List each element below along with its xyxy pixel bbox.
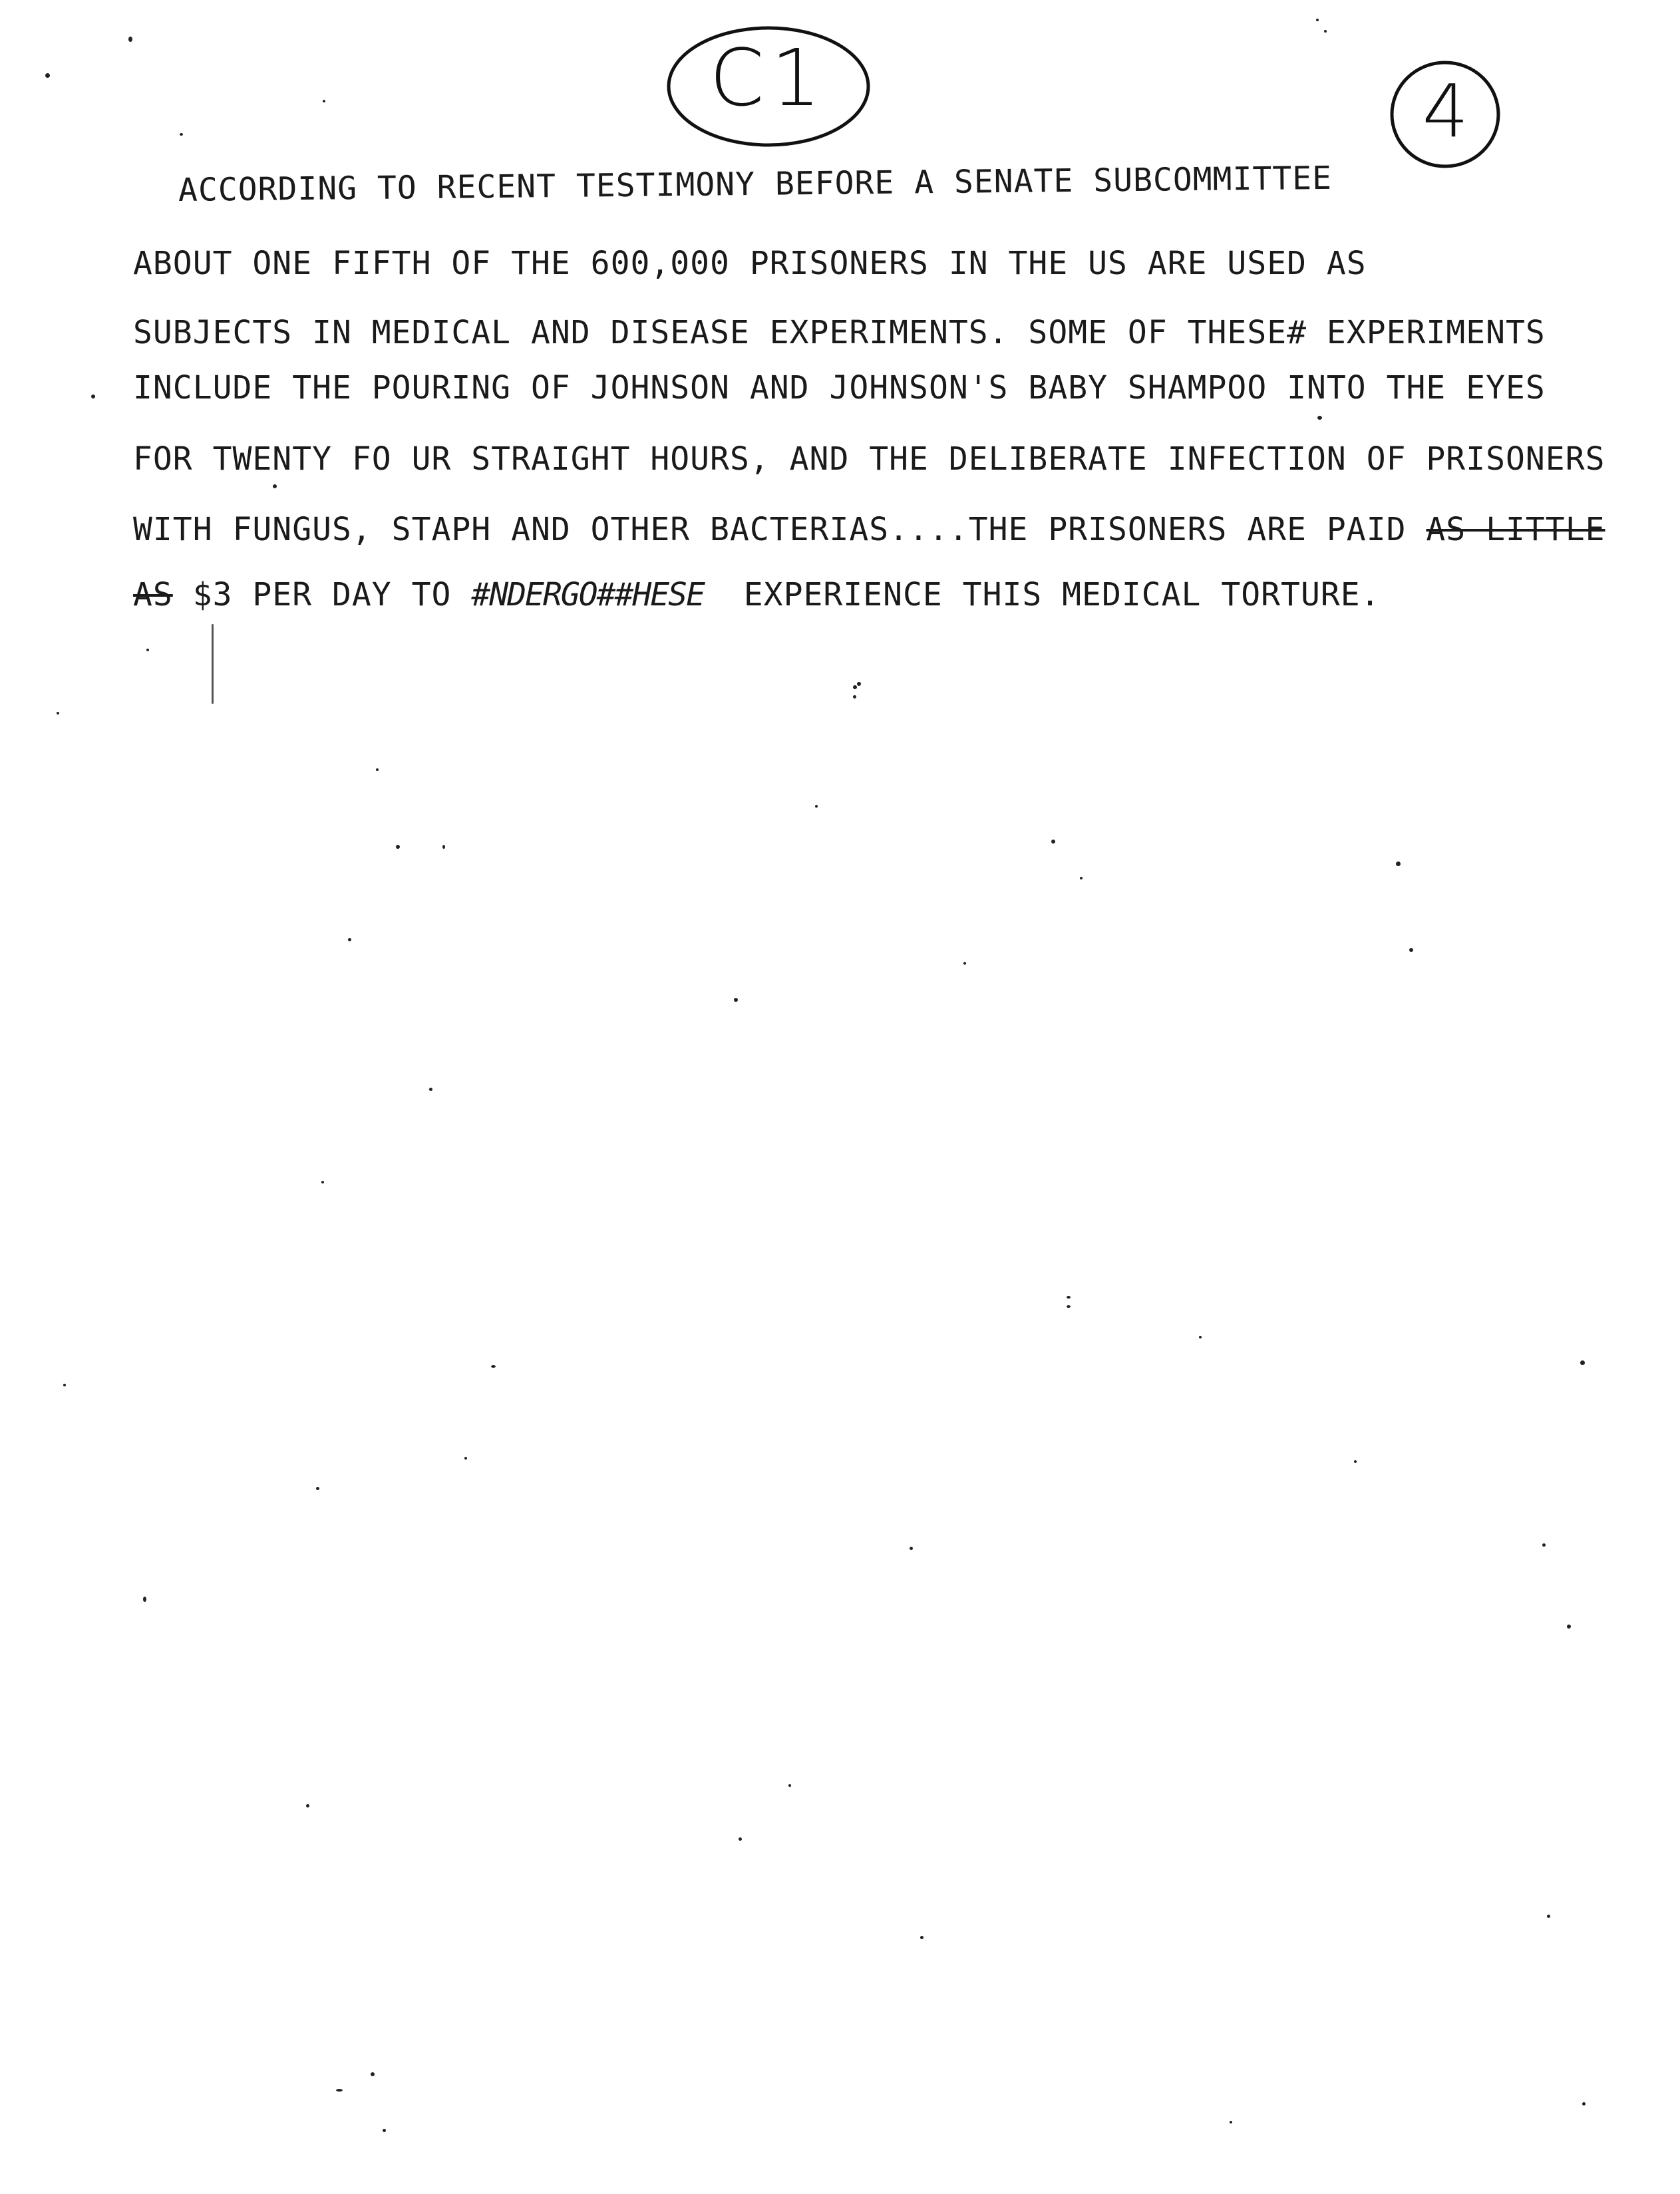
scan-speck xyxy=(853,685,857,689)
scan-speck xyxy=(1409,948,1413,952)
scan-speck xyxy=(371,2072,375,2076)
scan-speck xyxy=(442,845,445,849)
scan-speck xyxy=(1067,1296,1071,1299)
scan-speck xyxy=(853,695,856,699)
struck-text: AS LITTLE xyxy=(1426,511,1605,548)
scan-speck xyxy=(1067,1305,1071,1308)
circled-label-c1-text: C1 xyxy=(709,32,828,124)
body-line-3: SUBJECTS IN MEDICAL AND DISEASE EXPERIMENTS. SOME OF THESE# EXPERIMENTS xyxy=(133,314,1546,351)
body-line-7-text-b: EXPERIENCE THIS MEDICAL TORTURE. xyxy=(743,576,1381,613)
scan-speck xyxy=(1396,862,1401,866)
scan-speck xyxy=(212,624,214,704)
scan-speck xyxy=(1567,1625,1571,1629)
scan-speck xyxy=(348,938,351,941)
scan-speck xyxy=(336,2089,343,2092)
scan-speck xyxy=(920,1936,924,1939)
scan-speck xyxy=(1230,2121,1232,2123)
scan-speck xyxy=(383,2129,386,2132)
scan-speck xyxy=(1316,19,1319,21)
scan-speck xyxy=(1317,416,1322,420)
scan-speck xyxy=(429,1088,432,1091)
body-line-1: ACCORDING TO RECENT TESTIMONY BEFORE A SENATE SUBCOMMITTEE xyxy=(178,159,1333,209)
scan-speck xyxy=(1051,840,1055,844)
scan-speck xyxy=(963,962,966,965)
scan-speck xyxy=(143,1597,146,1602)
body-line-6-text: WITH FUNGUS, STAPH AND OTHER BACTERIAS....THE PRISONERS ARE PAID xyxy=(133,511,1407,548)
scan-speck xyxy=(491,1365,496,1368)
scan-speck xyxy=(396,845,400,849)
scan-speck xyxy=(815,805,818,808)
scan-speck xyxy=(734,998,738,1002)
body-line-5: FOR TWENTY FO UR STRAIGHT HOURS, AND THE DELIBERATE INFECTION OF PRISONERS xyxy=(133,440,1605,478)
scan-speck xyxy=(857,682,861,686)
scan-speck xyxy=(1580,1360,1585,1365)
scan-speck xyxy=(1547,1915,1550,1918)
scan-speck xyxy=(464,1457,467,1460)
body-line-7-text-a: $3 PER DAY TO xyxy=(192,576,452,613)
scan-speck xyxy=(306,1804,309,1807)
scan-speck xyxy=(316,1487,319,1490)
scan-speck xyxy=(45,73,50,78)
handwritten-circled-label-c1 xyxy=(662,20,875,150)
struck-text: AS xyxy=(133,576,173,613)
scan-speck xyxy=(323,100,325,102)
body-line-6 xyxy=(133,511,1605,548)
scan-speck xyxy=(376,768,379,771)
scan-speck xyxy=(1080,877,1083,879)
scan-speck xyxy=(128,37,132,42)
scan-speck xyxy=(91,394,95,398)
body-line-4: INCLUDE THE POURING OF JOHNSON AND JOHNSON'S BABY SHAMPOO INTO THE EYES xyxy=(133,369,1546,406)
handwritten-circled-label-4 xyxy=(1387,57,1504,173)
scan-speck xyxy=(180,133,183,136)
scan-speck xyxy=(63,1384,66,1386)
scan-speck xyxy=(1542,1543,1546,1547)
scan-speck xyxy=(788,1784,791,1787)
scan-speck xyxy=(739,1837,742,1841)
scan-speck xyxy=(1354,1460,1357,1463)
scan-speck xyxy=(910,1547,913,1550)
body-line-2: ABOUT ONE FIFTH OF THE 600,000 PRISONERS IN THE US ARE USED AS xyxy=(133,245,1367,282)
scan-speck xyxy=(1324,30,1327,33)
scan-speck xyxy=(1582,2102,1586,2106)
circled-label-4-text: 4 xyxy=(1422,69,1469,154)
scan-speck xyxy=(146,649,149,651)
scan-speck xyxy=(321,1181,324,1183)
typed-over-text: #NDERGO##HESE xyxy=(471,576,704,613)
scan-speck xyxy=(1199,1336,1202,1338)
scan-speck xyxy=(273,484,277,488)
body-line-7 xyxy=(133,576,1381,613)
scan-speck xyxy=(57,712,59,714)
